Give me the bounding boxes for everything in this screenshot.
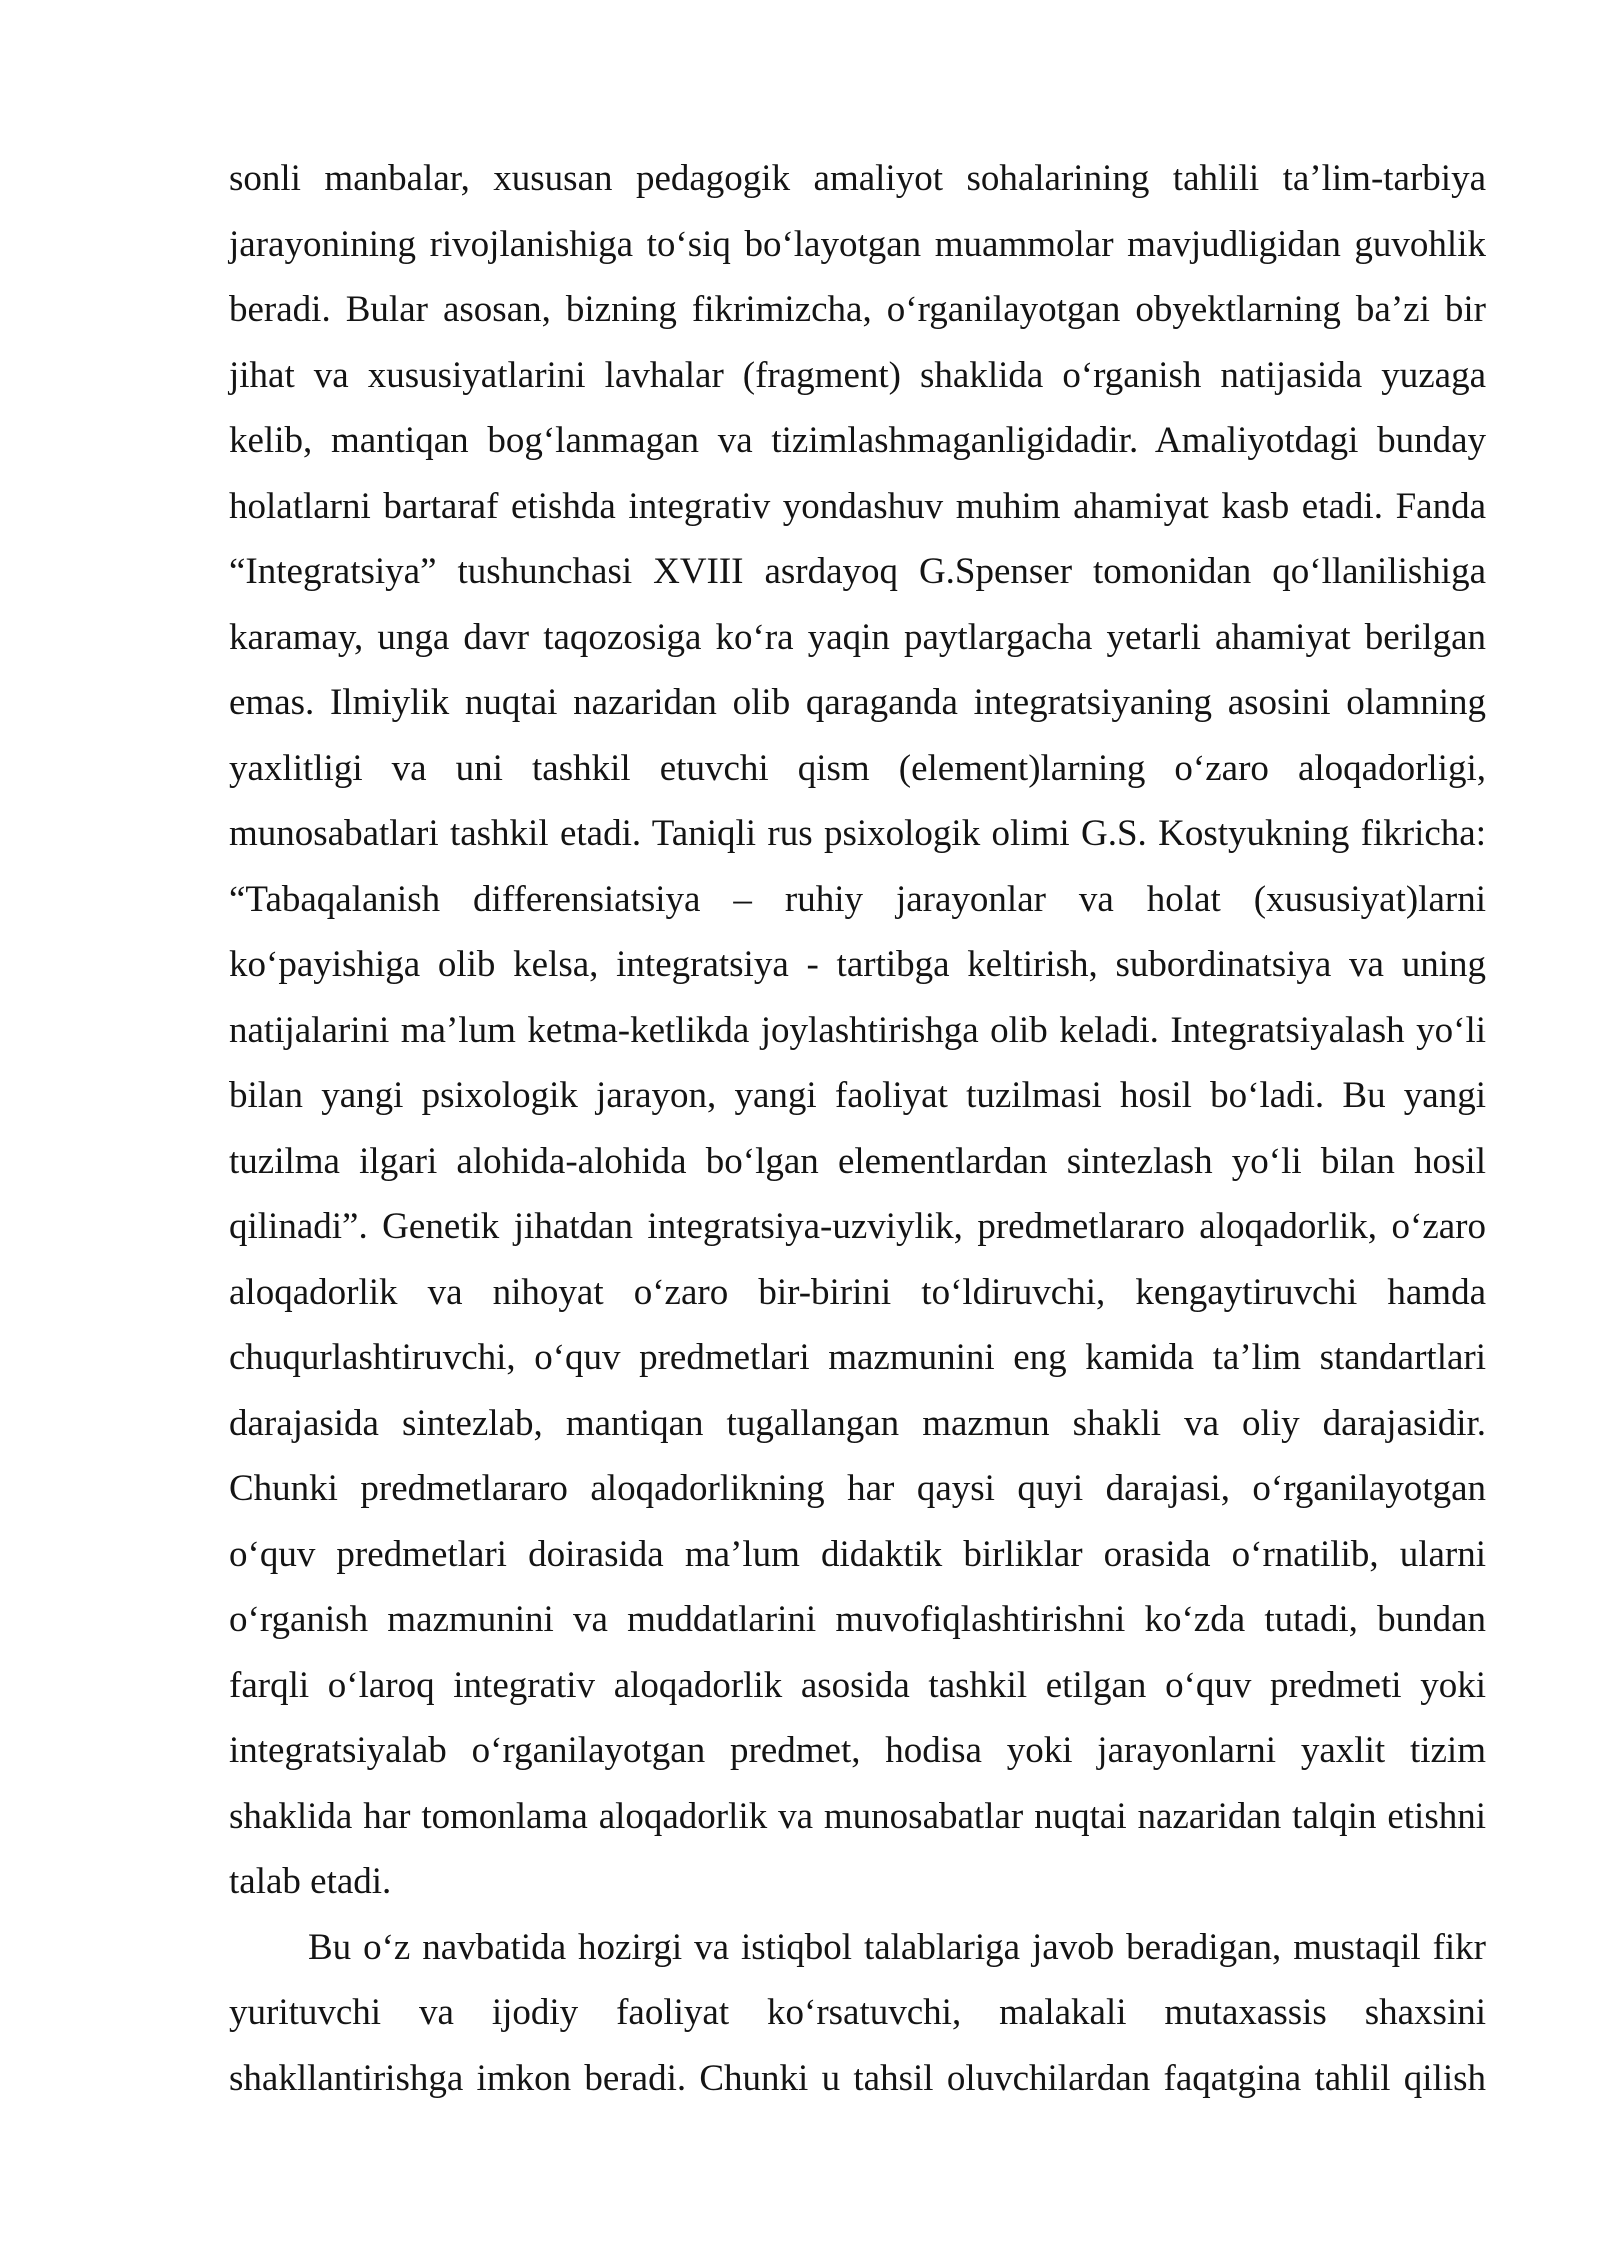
text-line: emas. Ilmiylik nuqtai nazaridan olib qaraganda integratsiyaning asosini olamning <box>229 682 1486 723</box>
text-line: farqli o‘laroq integrativ aloqadorlik asosida tashkil etilgan o‘quv predmeti yoki <box>229 1664 1486 1706</box>
text-line: sonli manbalar, xususan pedagogik amaliyot sohalarining tahlili ta’lim-tarbiya <box>229 158 1486 199</box>
text-line: munosabatlari tashkil etadi. Taniqli rus psixologik olimi G.S. Kostyukning fikricha: <box>229 813 1486 854</box>
text-line: beradi. Bular asosan, bizning fikrimizcha, o‘rganilayotgan obyektlarning ba’zi bir <box>229 289 1486 330</box>
text-line: o‘rganish mazmunini va muddatlarini muvofiqlashtirishni ko‘zda tutadi, bundan <box>229 1599 1486 1640</box>
text-line: aloqadorlik va nihoyat o‘zaro bir-birini to‘ldiruvchi, kengaytiruvchi hamda <box>229 1271 1486 1313</box>
text-line: tuzilma ilgari alohida-alohida bo‘lgan elementlardan sintezlash yo‘li bilan hosil <box>229 1140 1486 1182</box>
body-text <box>229 146 1486 2111</box>
text-line: jihat va xususiyatlarini lavhalar (fragment) shaklida o‘rganish natijasida yuzaga <box>229 354 1486 396</box>
text-line: karamay, unga davr taqozosiga ko‘ra yaqin paytlargacha yetarli ahamiyat berilgan <box>229 616 1486 658</box>
text-line: integratsiyalab o‘rganilayotgan predmet, hodisa yoki jarayonlarni yaxlit tizim <box>229 1730 1486 1771</box>
text-line: darajasida sintezlab, mantiqan tugallangan mazmun shakli va oliy darajasidir. <box>229 1402 1486 1444</box>
paragraph-2 <box>229 1915 1486 2112</box>
text-line: Bu o‘z navbatida hozirgi va istiqbol talablariga javob beradigan, mustaqil fikr <box>308 1926 1486 1968</box>
text-line: qilinadi”. Genetik jihatdan integratsiya-uzviylik, predmetlararo aloqadorlik, o‘zaro <box>229 1206 1486 1247</box>
text-line: ko‘payishiga olib kelsa, integratsiya - tartibga keltirish, subordinatsiya va uning <box>229 944 1486 985</box>
text-line: holatlarni bartaraf etishda integrativ yondashuv muhim ahamiyat kasb etadi. Fanda <box>229 485 1486 527</box>
text-line: Chunki predmetlararo aloqadorlikning har qaysi quyi darajasi, o‘rganilayotgan <box>229 1468 1486 1509</box>
text-line: shaklida har tomonlama aloqadorlik va munosabatlar nuqtai nazaridan talqin etishni <box>229 1795 1486 1837</box>
text-line: shakllantirishga imkon beradi. Chunki u tahsil oluvchilardan faqatgina tahlil qilish <box>229 2057 1486 2099</box>
text-line: “Integratsiya” tushunchasi XVIII asrdayoq G.Spenser tomonidan qo‘llanilishiga <box>229 551 1486 592</box>
text-line: bilan yangi psixologik jarayon, yangi faoliyat tuzilmasi hosil bo‘ladi. Bu yangi <box>229 1075 1486 1116</box>
text-line: talab etadi. <box>229 1861 392 1902</box>
text-line: kelib, mantiqan bog‘lanmagan va tizimlashmaganligidadir. Amaliyotdagi bunday <box>229 420 1486 461</box>
text-line: “Tabaqalanish differensiatsiya – ruhiy jarayonlar va holat (xususiyat)larni <box>229 878 1486 920</box>
text-line: yaxlitligi va uni tashkil etuvchi qism (element)larning o‘zaro aloqadorligi, <box>229 747 1486 789</box>
text-line: natijalarini ma’lum ketma-ketlikda joylashtirishga olib keladi. Integratsiyalash yo‘li <box>229 1009 1486 1051</box>
paragraph-1 <box>229 146 1486 1915</box>
text-line: o‘quv predmetlari doirasida ma’lum didaktik birliklar orasida o‘rnatilib, ularni <box>229 1533 1486 1575</box>
text-line: jarayonining rivojlanishiga to‘siq bo‘layotgan muammolar mavjudligidan guvohlik <box>229 223 1486 265</box>
text-line: chuqurlashtiruvchi, o‘quv predmetlari mazmunini eng kamida ta’lim standartlari <box>229 1337 1486 1378</box>
text-line: yurituvchi va ijodiy faoliyat ko‘rsatuvchi, malakali mutaxassis shaxsini <box>229 1992 1486 2033</box>
